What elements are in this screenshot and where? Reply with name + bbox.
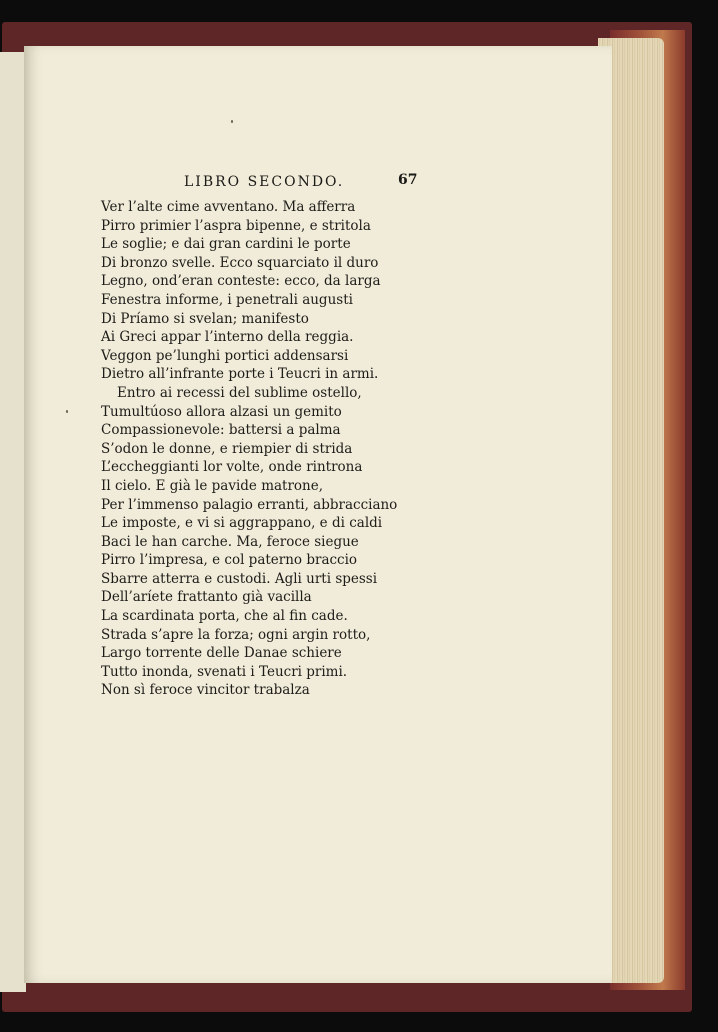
verse-line: Pirro l’impresa, e col paterno braccio — [101, 552, 358, 569]
page-number: 67 — [398, 172, 418, 188]
verse-line: Di bronzo svelle. Ecco squarciato il duro — [101, 254, 379, 271]
paper-speck — [231, 120, 233, 123]
verse-line: S’odon le donne, e riempier di strida — [101, 440, 353, 457]
verse-line: Ver l’alte cime avventano. Ma afferra — [101, 199, 356, 215]
verse-line: Le soglie; e dai gran cardini le porte — [101, 236, 351, 253]
verse-line: Dietro all’infrante porte i Teucri in armi. — [101, 366, 379, 383]
verse-line: Baci le han carche. Ma, feroce siegue — [101, 533, 359, 550]
verse-line: Dell’aríete frattanto già vacilla — [101, 589, 312, 606]
verse-line: Di Príamo si svelan; manifesto — [101, 310, 309, 327]
running-head: LIBRO SECONDO. — [184, 174, 345, 190]
verse-line: Strada s’apre la forza; ogni argin rotto, — [101, 626, 371, 643]
verse-line: Fenestra informe, i penetrali augusti — [101, 291, 353, 308]
verse-line: Largo torrente delle Danae schiere — [101, 645, 342, 662]
verse-line: Entro ai recessi del sublime ostello, — [117, 384, 362, 401]
verse-line: Tutto inonda, svenati i Teucri primi. — [101, 663, 348, 680]
verse-line: L’eccheggianti lor volte, onde rintrona — [101, 459, 363, 476]
verse-line: Tumultúoso allora alzasi un gemito — [101, 403, 342, 420]
verse-line: Non sì feroce vincitor trabalza — [101, 682, 310, 699]
poem-text — [101, 198, 397, 700]
paper-speck — [66, 410, 68, 413]
verse-line: Veggon pe’lunghi portici addensarsi — [101, 347, 349, 364]
verse-line: La scardinata porta, che al fin cade. — [101, 608, 348, 625]
verse-line: Sbarre atterra e custodi. Agli urti spessi — [101, 570, 378, 587]
left-page-edge — [0, 52, 26, 992]
verse-line: Per l’immenso palagio erranti, abbracciano — [101, 496, 398, 513]
verse-line: Le imposte, e vi si aggrappano, e di caldi — [101, 515, 383, 532]
verse-line: Il cielo. E già le pavide matrone, — [101, 477, 324, 494]
verse-line: Legno, ond’eran conteste: ecco, da larga — [101, 273, 381, 290]
verse-line: Ai Greci appar l’interno della reggia. — [101, 329, 354, 346]
verse-line: Compassionevole: battersi a palma — [101, 422, 341, 439]
verse-line: Pirro primier l’aspra bipenne, e stritola — [101, 217, 371, 234]
